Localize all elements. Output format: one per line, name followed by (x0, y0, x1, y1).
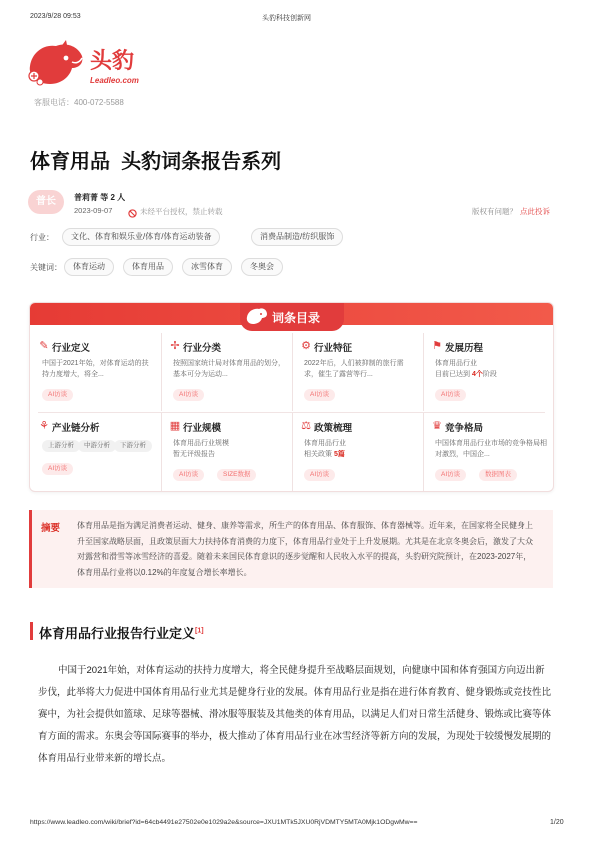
page-number: 1/20 (550, 819, 564, 826)
service-phone: 客服电话：400-072-5588 (34, 98, 124, 107)
keywords-label: 关键词： (30, 263, 62, 272)
summary-accent-bar (29, 510, 32, 588)
scale-icon: ⚖ (301, 420, 311, 432)
upstream-pill[interactable]: 上游分析 (42, 440, 80, 452)
brand-name: 头豹 (90, 49, 135, 74)
section-accent-bar (30, 622, 33, 640)
leopard-mini-icon (246, 307, 268, 325)
card-desc: 体育用品行业规模 暂无评级报告 (173, 440, 229, 458)
size-data-pill[interactable]: SIZE数据 (217, 469, 256, 481)
summary-box (29, 510, 553, 588)
page-title: 体育用品 头豹词条报告系列 (30, 151, 282, 173)
catalog-panel (29, 302, 554, 492)
catalog-card-competition[interactable] (423, 413, 554, 491)
print-site-name: 头豹科技创新网 (262, 15, 311, 22)
ai-interview-pill[interactable]: AI访谈 (304, 469, 335, 481)
ai-interview-pill[interactable]: AI访谈 (173, 469, 204, 481)
ai-interview-pill[interactable]: AI访谈 (435, 469, 466, 481)
flag-icon: ⚑ (432, 340, 442, 352)
stage-count: 4个 (471, 371, 483, 378)
pen-icon: ✎ (39, 340, 49, 352)
section-body: 中国于2021年始，对体育运动的扶持力度增大，将全民健身提升至战略层面规划，向健康中国和体育强国方向迈出新步伐，此举将大力促进中国体育用品行业尤其是健身行业的发展。体育用品行业是指在进行体育教育、健身锻炼或竞技性比赛中，为社会提供如篮球、足球等器械、滑冰服等服装及其他类的体育用品，以满足人们对日常生活健身、锻炼或比赛等体育方面的需求。东奥会等国际赛事的举办，极大推动了体育用品行业在冰雪经济等新方向的发展，为现处于较缓慢发展期的体育用品行业带来新的增长点。 (38, 665, 552, 764)
gear-icon: ⚙ (301, 340, 311, 352)
catalog-card-classification[interactable] (161, 333, 293, 411)
industry-tag[interactable]: 消费品制造/纺织服饰 (251, 228, 343, 246)
card-title: 行业特征 (314, 343, 353, 354)
catalog-card-features[interactable] (292, 333, 424, 411)
catalog-card-definition[interactable] (30, 333, 162, 411)
leopard-logo-icon (26, 38, 86, 90)
card-desc (435, 358, 547, 380)
industry-label: 行业： (30, 233, 54, 242)
keyword-tag[interactable]: 体育运动 (64, 258, 114, 276)
policy-count: 5篇 (333, 451, 345, 458)
ai-interview-pill[interactable]: AI访谈 (173, 389, 204, 401)
summary-label: 摘要 (41, 523, 61, 534)
ai-interview-pill[interactable]: AI访谈 (304, 389, 335, 401)
keyword-tag[interactable]: 冬奥会 (241, 258, 283, 276)
ai-interview-pill[interactable]: AI访谈 (435, 389, 466, 401)
bar-chart-icon: ▦ (169, 420, 181, 432)
crown-icon: ♛ (432, 420, 442, 432)
publish-date: 2023-09-07 (74, 206, 113, 215)
keyword-tag[interactable]: 冰雪体育 (182, 258, 232, 276)
catalog-card-policy[interactable] (292, 413, 424, 491)
card-title: 产业链分析 (52, 423, 100, 434)
author-avatar: 普长 (28, 190, 64, 214)
card-desc: 按照国家统计局对体育用品的划分，基本可分为运动... (173, 360, 285, 378)
section-ref[interactable]: [1] (195, 627, 204, 635)
card-desc-line: 体育用品行业 (435, 360, 477, 367)
print-datetime: 2023/9/28 09:53 (30, 13, 81, 20)
card-desc: 中国于2021年始，对体育运动的扶持力度增大，将全... (42, 360, 149, 378)
card-desc: 体育用品行业 相关政策 5篇 (304, 440, 346, 458)
catalog-card-chain[interactable] (30, 413, 162, 491)
section-title: 体育用品行业报告行业定义[1] (39, 626, 204, 641)
no-repost-icon (128, 205, 137, 214)
card-title: 竞争格局 (445, 423, 484, 434)
report-link[interactable]: 点此投诉 (520, 207, 550, 216)
copyright-question: 版权有问题？ (472, 207, 517, 216)
chain-icon: ⚘ (39, 420, 49, 432)
card-title: 行业规模 (183, 423, 222, 434)
ai-interview-pill[interactable]: AI访谈 (42, 463, 73, 475)
card-title: 发展历程 (445, 343, 484, 354)
card-title: 行业分类 (183, 343, 222, 354)
card-desc: 2022年后，人们被抑制的旅行需求，催生了露营等行... (304, 360, 404, 378)
midstream-pill[interactable]: 中游分析 (78, 440, 116, 452)
author-names[interactable]: 普莉菁 等 2 人 (74, 193, 126, 202)
classification-icon: ✢ (170, 340, 180, 352)
card-title: 行业定义 (52, 343, 91, 354)
card-desc-line: 目前已达到 4个阶段 (435, 371, 497, 378)
ai-interview-pill[interactable]: AI访谈 (42, 389, 73, 401)
brand-domain: Leadleo.com (90, 76, 139, 85)
card-title: 政策梳理 (314, 423, 353, 434)
catalog-card-scale[interactable] (161, 413, 293, 491)
footer-url[interactable]: https://www.leadleo.com/wiki/brief?id=64cb4491e27502e0e1029a2e&source=JXU1MTk5JXU0RjVDMTY5MTA0Mjk1ODgwMw== (30, 819, 418, 826)
downstream-pill[interactable]: 下游分析 (114, 440, 152, 452)
industry-tag[interactable]: 文化、体育和娱乐业/体育/体育运动装备 (62, 228, 220, 246)
summary-text: 体育用品是指为满足消费者运动、健身、康养等需求，所生产的体育用品、体育服饰、体育器械等。近年来，在国家将全民健身上升至国家战略层面，且政策层面大力扶持体育消费的力度下，体育用品行业处于上升发展期。尤其是在北京冬奥会后，激发了大众对露营和滑雪等冰雪经济的喜爱。随着未来国民体育意识的逐步觉醒和人民收入水平的提高，头豹研究院预计，在2023-2027年，体育用品行业将以0.12%的年度复合增长率增长。 (77, 521, 533, 577)
catalog-card-history[interactable] (423, 333, 554, 411)
repost-notice: 未经平台授权，禁止转载 (140, 207, 223, 216)
keyword-tag[interactable]: 体育用品 (123, 258, 173, 276)
card-desc: 中国体育用品行业市场的竞争格局相对激烈，中国企... (435, 440, 547, 458)
data-chart-pill[interactable]: 数据图表 (479, 469, 517, 481)
catalog-heading: 词条目录 (272, 311, 321, 325)
